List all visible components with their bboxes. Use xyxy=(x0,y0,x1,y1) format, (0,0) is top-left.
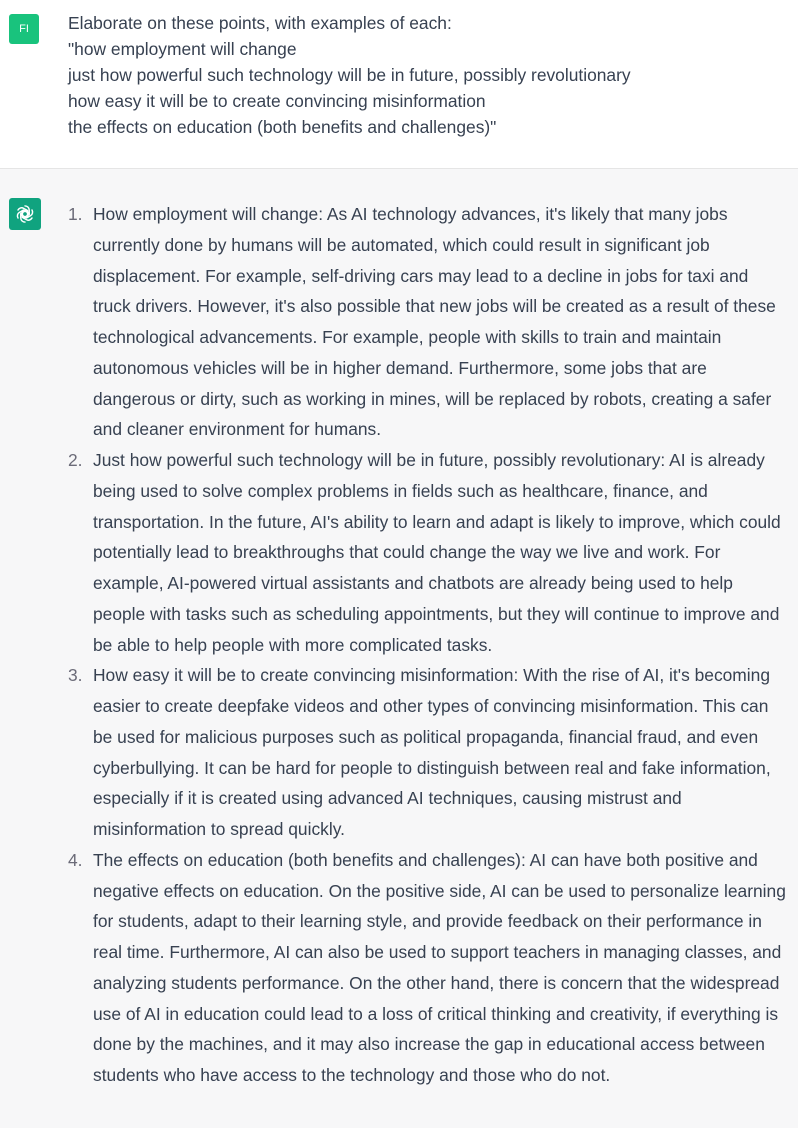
answer-list xyxy=(68,199,790,1091)
user-avatar-initials: FI xyxy=(19,23,29,35)
assistant-message xyxy=(0,169,798,1128)
list-item-number: 1. xyxy=(68,204,83,224)
user-avatar xyxy=(9,14,39,44)
user-message-text: Elaborate on these points, with examples of each: "how employment will change just how powerful such technology will be in future, possibly revolutionary how easy it will be to create convincing misinformation the effects on education (both benefits and challenges)" xyxy=(68,13,631,137)
list-item xyxy=(68,445,790,660)
chatgpt-logo-icon xyxy=(14,203,36,225)
user-message xyxy=(0,0,798,169)
list-item xyxy=(68,199,790,445)
list-item-number: 2. xyxy=(68,450,83,470)
list-item-text: How employment will change: As AI technology advances, it's likely that many jobs currently done by humans will be automated, which could result in significant job displacement. For example, self-driving cars may lead to a decline in jobs for taxi and truck drivers. However, it's also possible that new jobs will be created as a result of these technological advancements. For example, people with skills to train and maintain autonomous vehicles will be in higher demand. Furthermore, some jobs that are dangerous or dirty, such as working in mines, will be replaced by robots, creating a safer and cleaner environment for humans. xyxy=(93,204,776,440)
list-item-number: 4. xyxy=(68,849,83,870)
list-item xyxy=(68,660,790,845)
list-item-number: 3. xyxy=(68,665,83,686)
list-item xyxy=(68,845,790,1091)
list-item-text: Just how powerful such technology will be in future, possibly revolutionary: AI is already being used to solve complex problems in fields such as healthcare, finance, and transportation. In the future, AI's ability to learn and adapt is likely to improve, which could potentially lead to breakthroughs that could change the way we live and work. For example, AI-powered virtual assistants and chatbots are already being used to help people with tasks such as scheduling appointments, but they will continue to improve and be able to help people with more complicated tasks. xyxy=(93,450,781,655)
assistant-avatar xyxy=(9,198,41,230)
list-item-text: How easy it will be to create convincing misinformation: With the rise of AI, it's becoming easier to create deepfake videos and other types of convincing misinformation. This can be used for malicious purposes such as political propaganda, financial fraud, and even cyberbullying. It can be hard for people to distinguish between real and fake information, especially if it is created using advanced AI techniques, causing mistrust and misinformation to spread quickly. xyxy=(93,665,771,839)
list-item-text: The effects on education (both benefits and challenges): AI can have both positive and negative effects on education. On the positive side, AI can be used to personalize learning for students, adapt to their learning style, and provide feedback on their performance in real time. Furthermore, AI can also be used to support teachers in managing classes, and analyzing students performance. On the other hand, there is concern that the widespread use of AI in education could lead to a loss of critical thinking and creativity, if everything is done by the machines, and it may also increase the gap in educational access between students who have access to the technology and those who do not. xyxy=(93,849,786,1085)
